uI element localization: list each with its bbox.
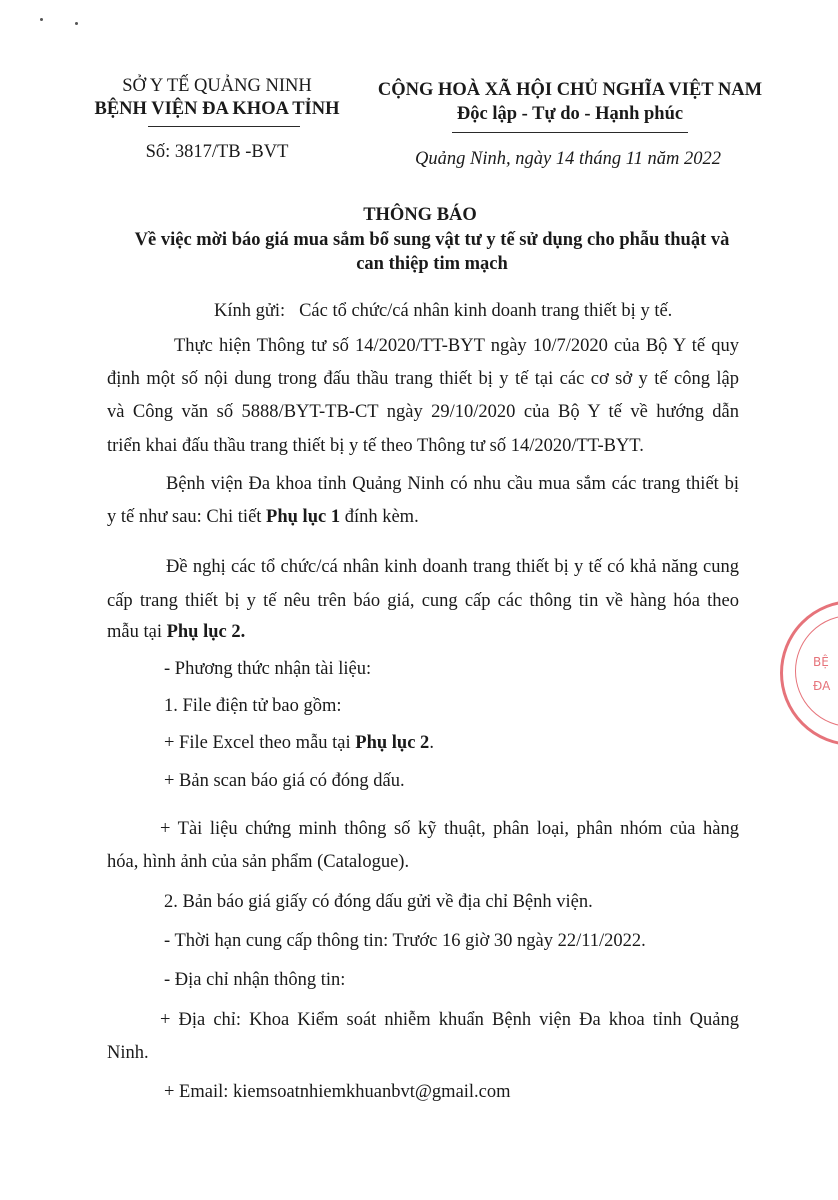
recipient-line: [214, 301, 672, 322]
para1-line-2: định một số nội dung trong đấu thầu trang thiết bị y tế tại các cơ sở y tế công lập: [107, 369, 739, 389]
address-heading: - Địa chỉ nhận thông tin:: [164, 970, 346, 990]
para2-line-2: [107, 507, 419, 528]
para2-text-end: đính kèm.: [340, 507, 419, 527]
para3-line-1: Đề nghị các tổ chức/cá nhân kinh doanh trang thiết bị y tế có khả năng cung: [166, 557, 739, 577]
para2-text: y tế như sau: Chi tiết: [107, 507, 267, 527]
email-line: + Email: kiemsoatnhiemkhuanbvt@gmail.com: [164, 1082, 511, 1102]
address-line-2: Ninh.: [107, 1043, 149, 1063]
scan-speck: [40, 18, 43, 21]
recipient-value: Các tổ chức/cá nhân kinh doanh trang thiết bị y tế.: [299, 301, 673, 321]
document-number: Số: 3817/TB -BVT: [145, 142, 289, 162]
motto-underline: [452, 132, 688, 133]
method-heading: - Phương thức nhận tài liệu:: [164, 659, 372, 679]
deadline: - Thời hạn cung cấp thông tin: Trước 16 giờ 30 ngày 22/11/2022.: [164, 931, 646, 951]
item-1: 1. File điện tử bao gồm:: [164, 696, 342, 716]
hospital-name: BỆNH VIỆN ĐA KHOA TỈNH: [94, 99, 340, 119]
para2-line-1: Bệnh viện Đa khoa tỉnh Quảng Ninh có nhu cầu mua sắm các trang thiết bị: [166, 474, 739, 494]
para1-line-4: triển khai đấu thầu trang thiết bị y tế theo Thông tư số 14/2020/TT-BYT.: [107, 436, 644, 456]
national-motto: Độc lập - Tự do - Hạnh phúc: [456, 104, 684, 124]
place-and-date: Quảng Ninh, ngày 14 tháng 11 năm 2022: [415, 149, 721, 169]
item-1a-end: .: [429, 733, 434, 753]
country-name: CỘNG HOÀ XÃ HỘI CHỦ NGHĨA VIỆT NAM: [377, 80, 763, 100]
scan-speck: [75, 22, 78, 25]
stamp-text-1: BỆ: [813, 655, 829, 669]
item-1c-line-2: hóa, hình ảnh của sản phẩm (Catalogue).: [107, 852, 410, 872]
stamp-inner-ring: [795, 615, 838, 727]
item-1a: [164, 733, 434, 754]
address-line-1: + Địa chỉ: Khoa Kiểm soát nhiễm khuẩn Bệnh viện Đa khoa tỉnh Quảng: [160, 1010, 739, 1030]
document-subject-line-2: can thiệp tim mạch: [356, 254, 508, 274]
recipient-label: Kính gửi:: [214, 301, 286, 321]
para1-line-3: và Công văn số 5888/BYT-TB-CT ngày 29/10/2020 của Bộ Y tế về hướng dẫn: [107, 402, 739, 422]
item-1b: + Bản scan báo giá có đóng dấu.: [164, 771, 405, 791]
document-subject-line-1: Về việc mời báo giá mua sắm bổ sung vật tư y tế sử dụng cho phẫu thuật và: [134, 230, 730, 250]
department-name: SỞ Y TẾ QUẢNG NINH: [122, 76, 312, 96]
stamp-text-2: ĐA: [813, 679, 831, 693]
appendix-1-ref: Phụ lục 1: [266, 507, 341, 527]
para3-line-2: cấp trang thiết bị y tế nêu trên báo giá, cung cấp các thông tin về hàng hóa theo: [107, 591, 739, 611]
appendix-2-ref: Phụ lục 2.: [166, 622, 246, 642]
hospital-underline: [148, 126, 300, 127]
para3-line-3: [107, 622, 245, 643]
document-title: THÔNG BÁO: [363, 205, 477, 225]
appendix-2-ref-2: Phụ lục 2: [355, 733, 430, 753]
para1-line-1: Thực hiện Thông tư số 14/2020/TT-BYT ngày 10/7/2020 của Bộ Y tế quy: [174, 336, 739, 356]
item-2: 2. Bản báo giá giấy có đóng dấu gửi về địa chỉ Bệnh viện.: [164, 892, 593, 912]
red-seal-stamp: [780, 600, 838, 746]
para3-text: mẫu tại: [107, 622, 167, 642]
item-1a-text: + File Excel theo mẫu tại: [164, 733, 356, 753]
item-1c-line-1: + Tài liệu chứng minh thông số kỹ thuật, phân loại, phân nhóm của hàng: [160, 819, 739, 839]
